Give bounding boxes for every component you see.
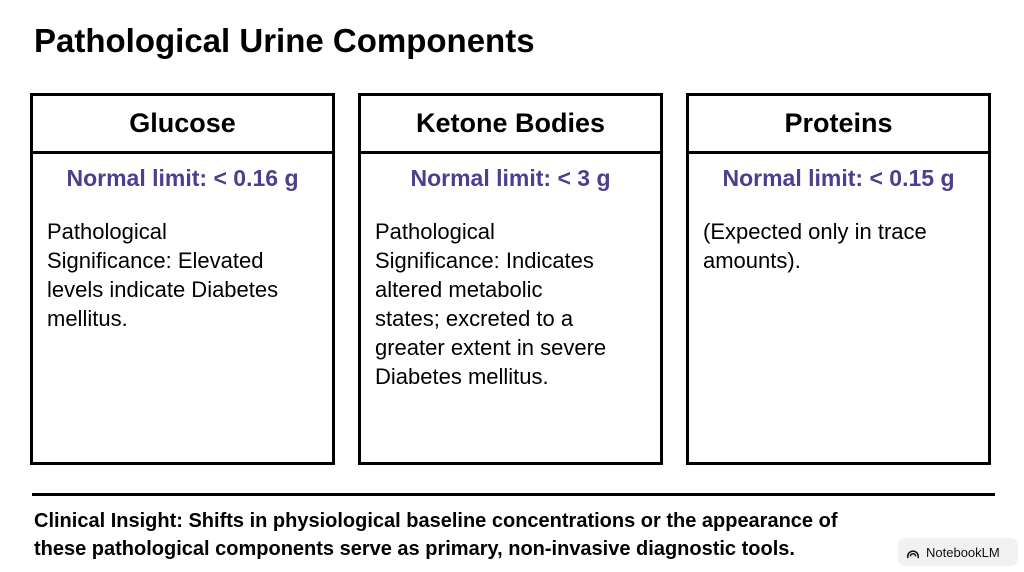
clinical-insight: Clinical Insight: Shifts in physiological baseline concentrations or the appearance of these pathological components serve as primary, non-invasive diagnostic tools. [34, 510, 838, 560]
card-heading: Proteins [689, 96, 988, 154]
card-heading: Glucose [33, 96, 332, 154]
card-normal-limit: Normal limit: < 0.16 g [66, 165, 299, 191]
card-glucose [30, 93, 335, 465]
page-title: Pathological Urine Components [34, 22, 535, 59]
section-divider [32, 493, 995, 496]
card-heading: Ketone Bodies [361, 96, 660, 154]
card-proteins [686, 93, 991, 465]
notebooklm-logo-icon [906, 545, 920, 559]
notebooklm-badge[interactable] [898, 538, 1018, 566]
card-description: (Expected only in trace amounts). [703, 219, 927, 273]
card-description: Pathological Significance: Indicates altered metabolic states; excreted to a greater extent in severe Diabetes mellitus. [375, 219, 607, 389]
card-description: Pathological Significance: Elevated levels indicate Diabetes mellitus. [47, 219, 279, 331]
card-normal-limit: Normal limit: < 3 g [410, 165, 611, 191]
card-normal-limit: Normal limit: < 0.15 g [722, 165, 955, 191]
badge-label: NotebookLM [926, 544, 1000, 560]
card-ketone-bodies [358, 93, 663, 465]
